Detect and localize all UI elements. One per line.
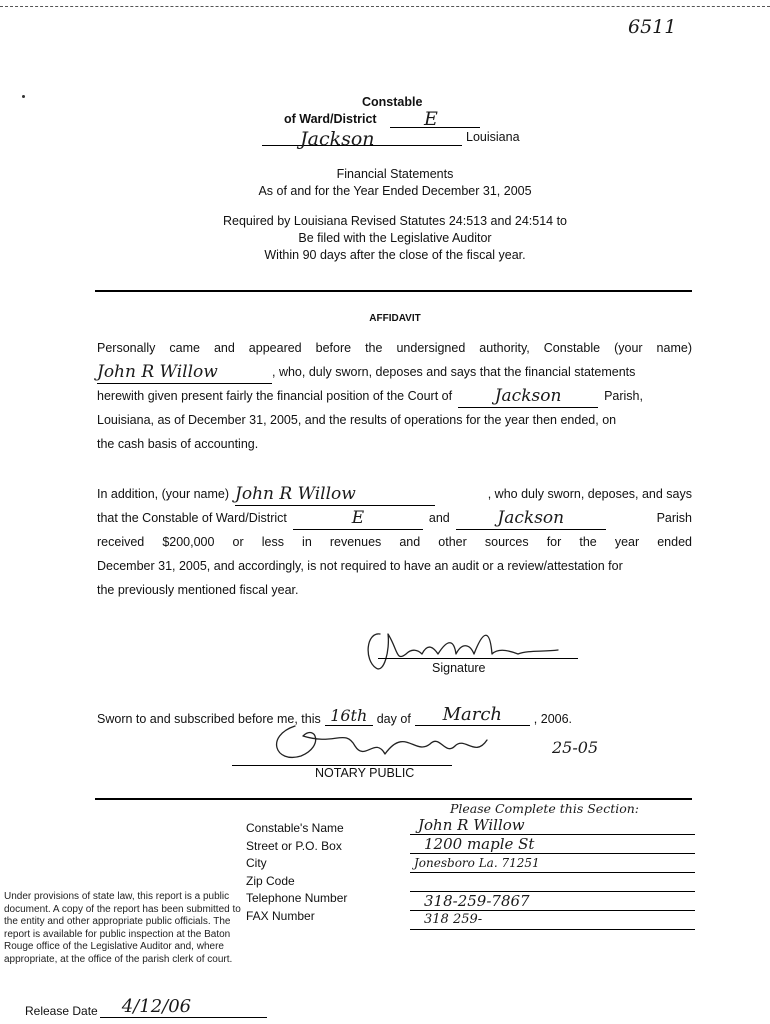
- p2-parish-suffix: Parish: [656, 511, 692, 525]
- p1-line-3-text: herewith given present fairly the financial position of the Court of: [97, 389, 453, 403]
- required-line-1: Required by Louisiana Revised Statutes 24:513 and 24:514 to: [223, 214, 567, 228]
- fax-label: FAX Number: [246, 908, 315, 923]
- header-parish-value: Jackson: [300, 128, 375, 150]
- ward-district-label: of Ward/District: [284, 112, 377, 126]
- affidavit-title: AFFIDAVIT: [369, 313, 421, 324]
- constable-name-value: John R Willow: [410, 816, 695, 835]
- notice-line-5: Rouge office of the Legislative Auditor and, where: [4, 941, 224, 952]
- notice-line-6: appropriate, at the office of the parish clerk of court.: [4, 953, 233, 965]
- p1-line-1: Personally came and appeared before the undersigned authority, Constable (your name): [97, 341, 692, 355]
- release-date-label: Release Date: [25, 1004, 98, 1018]
- statement-line-1: Financial Statements: [336, 167, 454, 181]
- affidavit-paragraph-2: [97, 482, 692, 602]
- sworn-text-a: Sworn to and subscribed before me, this: [97, 712, 321, 726]
- affidavit-paragraph-1: [97, 336, 692, 456]
- p2-line-2-text: that the Constable of Ward/District: [97, 511, 287, 525]
- contact-prompt: Please Complete this Section:: [450, 801, 640, 816]
- top-scan-border: [0, 6, 770, 7]
- public-document-notice: [4, 891, 279, 966]
- zip-label: Zip Code: [246, 873, 295, 888]
- p1-line-2-text: , who, duly sworn, deposes and says that the financial statements: [272, 365, 636, 379]
- header-state: Louisiana: [466, 130, 520, 144]
- p2-line-1-text: In addition, (your name): [97, 487, 230, 501]
- signature-label: Signature: [432, 661, 486, 675]
- sworn-text-b: day of: [376, 712, 411, 726]
- notice-line-2: document. A copy of the report has been submitted to: [4, 903, 241, 915]
- notice-line-1: Under provisions of state law, this report is a public: [4, 891, 230, 902]
- p2-parish-field: Jackson: [456, 507, 606, 530]
- notice-line-3: the entity and other appropriate public officials. The: [4, 916, 231, 927]
- contact-values: [410, 816, 695, 930]
- header-title: Constable: [362, 95, 423, 109]
- telephone-label: Telephone Number: [246, 891, 348, 905]
- street-label: Street or P.O. Box: [246, 838, 342, 853]
- sworn-day-field: 16th: [325, 706, 373, 726]
- ward-district-value: E: [424, 108, 438, 130]
- p2-line-3: received $200,000 or less in revenues and other sources for the year ended: [97, 535, 692, 549]
- affidavit-divider: [95, 798, 692, 800]
- city-value: Jonesboro La. 71251: [410, 854, 695, 873]
- constable-name-label: Constable's Name: [246, 821, 344, 835]
- p2-name-field: John R Willow: [235, 483, 435, 506]
- p1-line-4: Louisiana, as of December 31, 2005, and the results of operations for the year then ended, on: [97, 413, 617, 427]
- p1-line-5: the cash basis of accounting.: [97, 437, 259, 451]
- fax-value: 318 259-: [410, 911, 695, 930]
- notary-label: NOTARY PUBLIC: [315, 766, 415, 780]
- release-date-value: 4/12/06: [100, 996, 267, 1018]
- signature-line: [378, 658, 578, 659]
- p2-and: and: [428, 511, 450, 525]
- street-value: 1200 maple St: [410, 835, 695, 854]
- p2-line-2: [97, 506, 692, 530]
- zip-value: [410, 873, 695, 892]
- p2-line-1-suffix: , who duly sworn, deposes, and says: [487, 487, 692, 501]
- notice-line-4: report is available for public inspection at the Baton: [4, 928, 231, 940]
- statement-line-2: As of and for the Year Ended December 31, 2005: [258, 184, 532, 198]
- p2-line-1: [97, 482, 692, 506]
- header-divider: [95, 290, 692, 292]
- notary-signature-scribble: [255, 716, 545, 771]
- required-line-2: Be filed with the Legislative Auditor: [298, 231, 492, 245]
- p2-line-4: December 31, 2005, and accordingly, is not required to have an audit or a review/attestation for: [97, 559, 623, 573]
- p1-name-field: John R Willow: [97, 361, 272, 384]
- document-number: 6511: [628, 16, 677, 38]
- sworn-month-field: March: [415, 704, 530, 726]
- p1-line-2: [97, 360, 692, 384]
- telephone-value: 318-259-7867: [410, 892, 695, 911]
- p2-line-5: the previously mentioned fiscal year.: [97, 583, 299, 597]
- scan-dot: [22, 95, 25, 98]
- required-line-3: Within 90 days after the close of the fiscal year.: [264, 248, 526, 262]
- p1-line-3: [97, 384, 692, 408]
- sworn-year: , 2006.: [533, 712, 573, 726]
- p1-parish-field: Jackson: [458, 385, 598, 408]
- p2-ward-field: E: [293, 507, 423, 530]
- city-label: City: [246, 856, 267, 870]
- p1-parish-suffix: Parish,: [604, 389, 643, 403]
- notary-number: 25-05: [552, 738, 599, 757]
- release-date-row: [25, 996, 267, 1018]
